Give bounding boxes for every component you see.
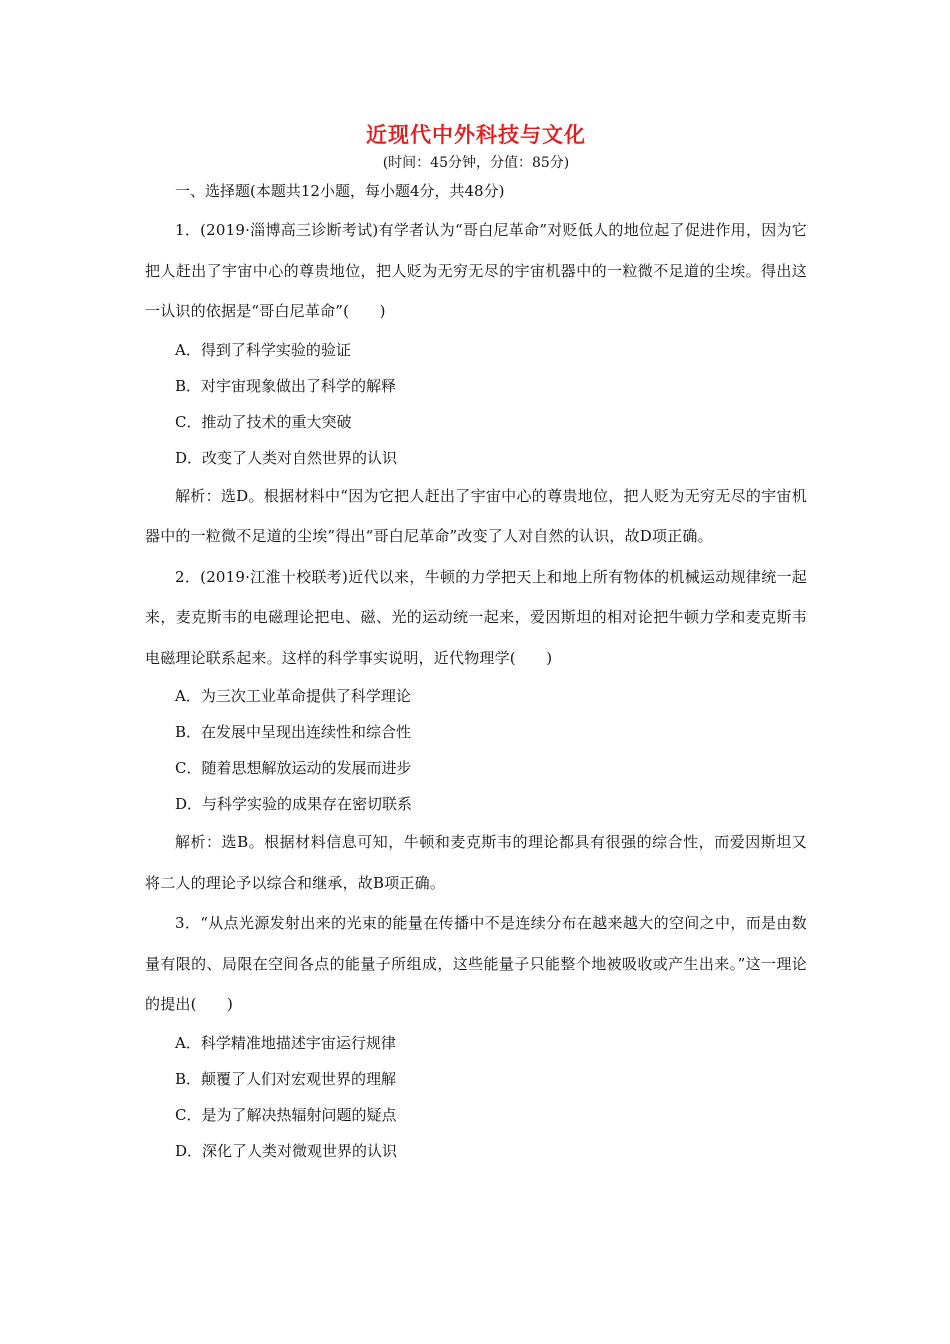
question-stem: 3．“从点光源发射出来的光束的能量在传播中不是连续分布在越来越大的空间之中，而是由数量有限的、局限在空间各点的能量子所组成，这些能量子只能整个地被吸收或产生出来。”这一理论的提出( ) <box>145 914 807 1013</box>
option-c: C．随着思想解放运动的发展而进步 <box>175 759 412 777</box>
option-d: D．与科学实验的成果存在密切联系 <box>175 795 413 813</box>
option-a: A．科学精准地描述宇宙运行规律 <box>175 1033 396 1052</box>
document-subtitle: (时间：45分钟，分值：85分) <box>382 155 570 171</box>
question-analysis: 解析：选B。根据材料信息可知，牛顿和麦克斯韦的理论都具有很强的综合性，而爱因斯坦又将二人的理论予以综合和继承，故B项正确。 <box>145 833 807 892</box>
document-page <box>145 118 807 1169</box>
section-heading: 一、选择题(本题共12小题，每小题4分，共48分) <box>175 182 505 200</box>
question-2 <box>145 557 807 904</box>
option-d: D．改变了人类对自然世界的认识 <box>175 448 398 467</box>
option-a: A．得到了科学实验的验证 <box>175 340 351 359</box>
question-stem: 2．(2019·江淮十校联考)近代以来，牛顿的力学把天上和地上所有物体的机械运动规律统一起来，麦克斯韦的电磁理论把电、磁、光的运动统一起来，爱因斯坦的相对论把牛顿力学和麦克斯韦电磁理论联系起来。这样的科学事实说明，近代物理学( ) <box>145 567 807 667</box>
question-3 <box>145 903 807 1169</box>
option-a: A．为三次工业革命提供了科学理论 <box>175 687 411 705</box>
option-c: C．是为了解决热辐射问题的疑点 <box>175 1105 397 1124</box>
option-b: B．颠覆了人们对宏观世界的理解 <box>175 1069 397 1088</box>
question-1 <box>145 210 807 557</box>
question-stem: 1．(2019·淄博高三诊断考试)有学者认为“哥白尼革命”对贬低人的地位起了促进作用，因为它把人赶出了宇宙中心的尊贵地位，把人贬为无穷无尽的宇宙机器中的一粒微不足道的尘埃。得出这一认识的依据是“哥白尼革命”( ) <box>145 221 807 320</box>
option-b: B．对宇宙现象做出了科学的解释 <box>175 376 397 395</box>
option-d: D．深化了人类对微观世界的认识 <box>175 1141 398 1160</box>
option-b: B．在发展中呈现出连续性和综合性 <box>175 723 412 741</box>
question-analysis: 解析：选D。根据材料中“因为它把人赶出了宇宙中心的尊贵地位，把人贬为无穷无尽的宇宙机器中的一粒微不足道的尘埃”得出“哥白尼革命”改变了人对自然的认识，故D项正确。 <box>145 486 807 545</box>
document-title: 近现代中外科技与文化 <box>366 122 586 147</box>
option-c: C．推动了技术的重大突破 <box>175 412 352 431</box>
